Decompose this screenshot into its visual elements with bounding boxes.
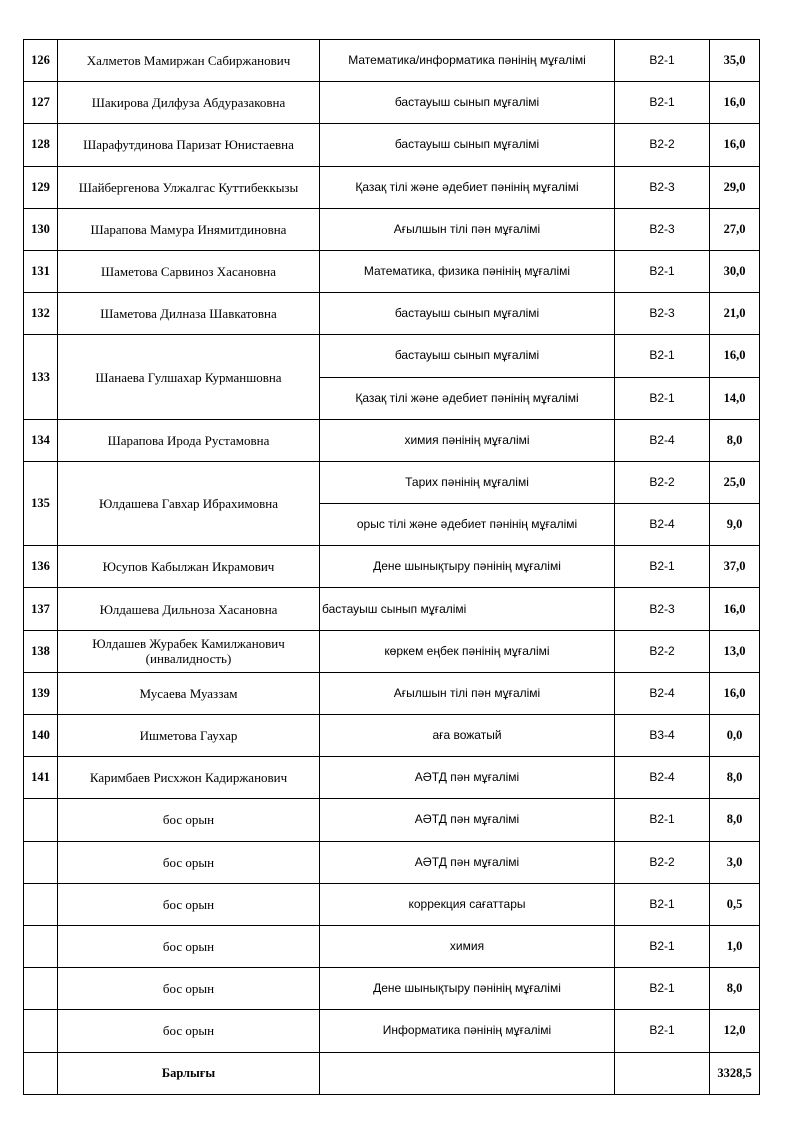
category: В2-4 (615, 672, 710, 714)
table-row (24, 672, 760, 714)
hours: 8,0 (710, 419, 760, 461)
teacher-name: бос орын (58, 925, 320, 967)
table-row (24, 588, 760, 630)
position: аға вожатый (320, 715, 615, 757)
table-row (24, 925, 760, 967)
position: АӘТД пән мұғалімі (320, 757, 615, 799)
row-number (24, 799, 58, 841)
table-row (24, 293, 760, 335)
teacher-name: Юлдашева Гавхар Ибрахимовна (58, 461, 320, 545)
total-hours: 3328,5 (710, 1052, 760, 1094)
table-row (24, 250, 760, 292)
table-row (24, 335, 760, 377)
hours: 14,0 (710, 377, 760, 419)
hours: 13,0 (710, 630, 760, 672)
row-number: 127 (24, 82, 58, 124)
row-number: 133 (24, 335, 58, 419)
row-number: 130 (24, 208, 58, 250)
row-number: 126 (24, 40, 58, 82)
position: Математика/информатика пәнінің мұғалімі (320, 40, 615, 82)
category: В2-1 (615, 925, 710, 967)
row-number: 139 (24, 672, 58, 714)
category: В2-1 (615, 546, 710, 588)
hours: 37,0 (710, 546, 760, 588)
row-number: 137 (24, 588, 58, 630)
position: АӘТД пән мұғалімі (320, 799, 615, 841)
table-row (24, 546, 760, 588)
row-number: 131 (24, 250, 58, 292)
row-number (24, 841, 58, 883)
position: Информатика пәнінің мұғалімі (320, 1010, 615, 1052)
category: В2-1 (615, 968, 710, 1010)
teacher-name: Шаметова Сарвиноз Хасановна (58, 250, 320, 292)
teacher-name: бос орын (58, 883, 320, 925)
position: бастауыш сынып мұғалімі (320, 335, 615, 377)
table-row (24, 208, 760, 250)
table-row (24, 841, 760, 883)
teacher-name: Ишметова Гаухар (58, 715, 320, 757)
hours: 16,0 (710, 82, 760, 124)
category: В2-2 (615, 461, 710, 503)
position: Дене шынықтыру пәнінің мұғалімі (320, 968, 615, 1010)
category: В2-2 (615, 124, 710, 166)
hours: 8,0 (710, 968, 760, 1010)
teacher-name: Шайбергенова Улжалгас Куттибеккызы (58, 166, 320, 208)
row-number: 141 (24, 757, 58, 799)
position: Математика, физика пәнінің мұғалімі (320, 250, 615, 292)
total-category-cell (615, 1052, 710, 1094)
row-number: 136 (24, 546, 58, 588)
category: В2-1 (615, 1010, 710, 1052)
position: АӘТД пән мұғалімі (320, 841, 615, 883)
teacher-name: бос орын (58, 841, 320, 883)
position: коррекция сағаттары (320, 883, 615, 925)
total-label: Барлығы (58, 1052, 320, 1094)
position: бастауыш сынып мұғалімі (320, 588, 615, 630)
hours: 21,0 (710, 293, 760, 335)
hours: 30,0 (710, 250, 760, 292)
hours: 0,5 (710, 883, 760, 925)
category: В2-1 (615, 335, 710, 377)
hours: 0,0 (710, 715, 760, 757)
teacher-name: Юлдашева Дильноза Хасановна (58, 588, 320, 630)
hours: 8,0 (710, 799, 760, 841)
hours: 3,0 (710, 841, 760, 883)
table-row (24, 799, 760, 841)
category: В2-1 (615, 40, 710, 82)
category: В2-4 (615, 757, 710, 799)
table-row (24, 968, 760, 1010)
table-row (24, 715, 760, 757)
position: көркем еңбек пәнінің мұғалімі (320, 630, 615, 672)
hours: 16,0 (710, 672, 760, 714)
table-row (24, 883, 760, 925)
table-row (24, 1010, 760, 1052)
row-number: 138 (24, 630, 58, 672)
hours: 8,0 (710, 757, 760, 799)
row-number (24, 1010, 58, 1052)
category: В2-3 (615, 208, 710, 250)
row-number: 129 (24, 166, 58, 208)
hours: 16,0 (710, 588, 760, 630)
teacher-name: Мусаева Муаззам (58, 672, 320, 714)
hours: 27,0 (710, 208, 760, 250)
row-number: 134 (24, 419, 58, 461)
category: В2-1 (615, 82, 710, 124)
category: В2-2 (615, 841, 710, 883)
total-number-cell (24, 1052, 58, 1094)
table-row (24, 166, 760, 208)
position: Ағылшын тілі пән мұғалімі (320, 672, 615, 714)
teacher-name: Шарапова Ирода Рустамовна (58, 419, 320, 461)
staff-table (23, 39, 760, 1095)
teacher-name: Шакирова Дилфуза Абдуразаковна (58, 82, 320, 124)
row-number (24, 968, 58, 1010)
table-row (24, 82, 760, 124)
teacher-name: Шарапова Мамура Инямитдиновна (58, 208, 320, 250)
table-row (24, 630, 760, 672)
category: В2-3 (615, 588, 710, 630)
row-number: 140 (24, 715, 58, 757)
position: Қазақ тілі және әдебиет пәнінің мұғалімі (320, 377, 615, 419)
table-row (24, 40, 760, 82)
category: В2-1 (615, 799, 710, 841)
category: В2-4 (615, 419, 710, 461)
total-row (24, 1052, 760, 1094)
category: В2-3 (615, 166, 710, 208)
teacher-name: бос орын (58, 1010, 320, 1052)
row-number (24, 925, 58, 967)
hours: 35,0 (710, 40, 760, 82)
category: В2-2 (615, 630, 710, 672)
category: В2-3 (615, 293, 710, 335)
table-row (24, 124, 760, 166)
position: Тарих пәнінің мұғалімі (320, 461, 615, 503)
teacher-name: Халметов Мамиржан Сабиржанович (58, 40, 320, 82)
hours: 12,0 (710, 1010, 760, 1052)
hours: 25,0 (710, 461, 760, 503)
teacher-name: бос орын (58, 968, 320, 1010)
hours: 16,0 (710, 124, 760, 166)
position: химия (320, 925, 615, 967)
hours: 16,0 (710, 335, 760, 377)
row-number: 135 (24, 461, 58, 545)
row-number: 128 (24, 124, 58, 166)
category: В2-1 (615, 250, 710, 292)
category: В2-1 (615, 377, 710, 419)
row-number: 132 (24, 293, 58, 335)
position: орыс тілі және әдебиет пәнінің мұғалімі (320, 504, 615, 546)
hours: 29,0 (710, 166, 760, 208)
teacher-name: Каримбаев Рисхжон Кадиржанович (58, 757, 320, 799)
teacher-name: Юсупов Кабылжан Икрамович (58, 546, 320, 588)
table-row (24, 461, 760, 503)
position: бастауыш сынып мұғалімі (320, 124, 615, 166)
category: В3-4 (615, 715, 710, 757)
hours: 1,0 (710, 925, 760, 967)
table-row (24, 757, 760, 799)
teacher-name: Шаметова Дилназа Шавкатовна (58, 293, 320, 335)
position: химия пәнінің мұғалімі (320, 419, 615, 461)
total-position-cell (320, 1052, 615, 1094)
category: В2-1 (615, 883, 710, 925)
teacher-name: бос орын (58, 799, 320, 841)
position: Қазақ тілі және әдебиет пәнінің мұғалімі (320, 166, 615, 208)
teacher-name: Шанаева Гулшахар Курманшовна (58, 335, 320, 419)
row-number (24, 883, 58, 925)
position: бастауыш сынып мұғалімі (320, 293, 615, 335)
category: В2-4 (615, 504, 710, 546)
position: Дене шынықтыру пәнінің мұғалімі (320, 546, 615, 588)
hours: 9,0 (710, 504, 760, 546)
position: бастауыш сынып мұғалімі (320, 82, 615, 124)
teacher-name: Шарафутдинова Паризат Юнистаевна (58, 124, 320, 166)
position: Ағылшын тілі пән мұғалімі (320, 208, 615, 250)
teacher-name: Юлдашев Журабек Камилжанович (инвалидность) (58, 630, 320, 672)
table-row (24, 419, 760, 461)
